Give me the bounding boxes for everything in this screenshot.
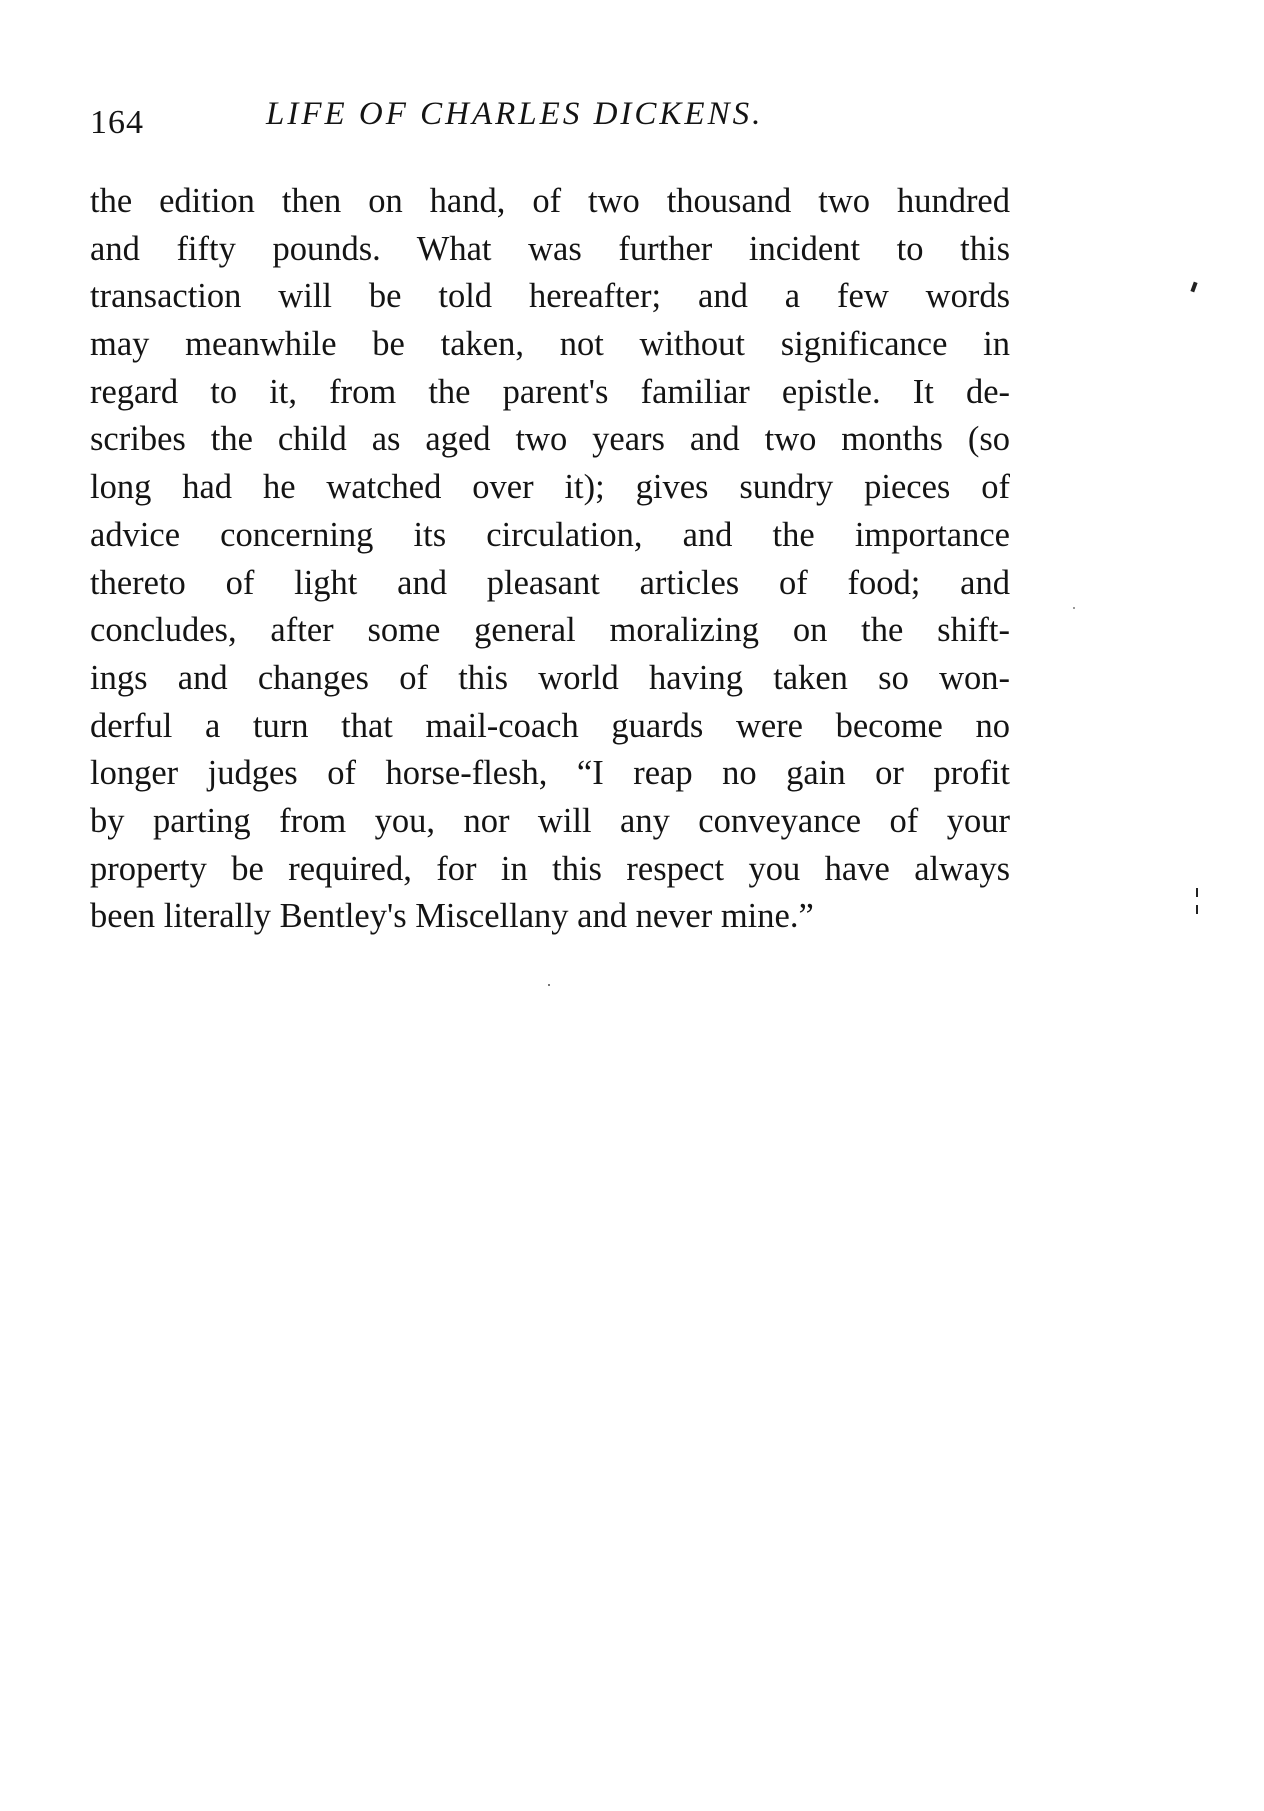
page-number: 164 [90, 104, 144, 141]
ink-speck [1190, 282, 1197, 293]
ink-speck [548, 984, 550, 986]
text-line: regard to it, from the parent's familiar epistle. It de- [90, 372, 1010, 411]
text-line: derful a turn that mail-coach guards were become no [90, 706, 1010, 745]
text-line: may meanwhile be taken, not without significance in [90, 325, 1010, 364]
text-line: by parting from you, nor will any conveyance of your [90, 801, 1010, 840]
ink-speck [1196, 905, 1198, 914]
text-line: been literally Bentley's Miscellany and never mine.” [90, 897, 814, 936]
text-line: advice concerning its circulation, and the importance [90, 515, 1010, 554]
ink-speck [1073, 607, 1075, 609]
text-line: and fifty pounds. What was further incident to this [90, 229, 1010, 268]
text-line: ings and changes of this world having taken so won- [90, 658, 1010, 697]
text-line: the edition then on hand, of two thousand two hundred [90, 182, 1010, 220]
ink-speck [1196, 888, 1198, 897]
text-line: concludes, after some general moralizing on the shift- [90, 611, 1010, 650]
text-line: transaction will be told hereafter; and a few words [90, 277, 1010, 316]
text-line: thereto of light and pleasant articles of food; and [90, 563, 1010, 602]
text-line: scribes the child as aged two years and two months (so [90, 420, 1010, 459]
running-title: LIFE OF CHARLES DICKENS. [266, 96, 764, 132]
text-line: property be required, for in this respect you have always [90, 849, 1010, 888]
running-head [90, 96, 850, 146]
body-text [90, 178, 1010, 941]
text-line: longer judges of horse-flesh, “I reap no gain or profit [90, 754, 1010, 793]
text-line: long had he watched over it); gives sundry pieces of [90, 468, 1010, 507]
